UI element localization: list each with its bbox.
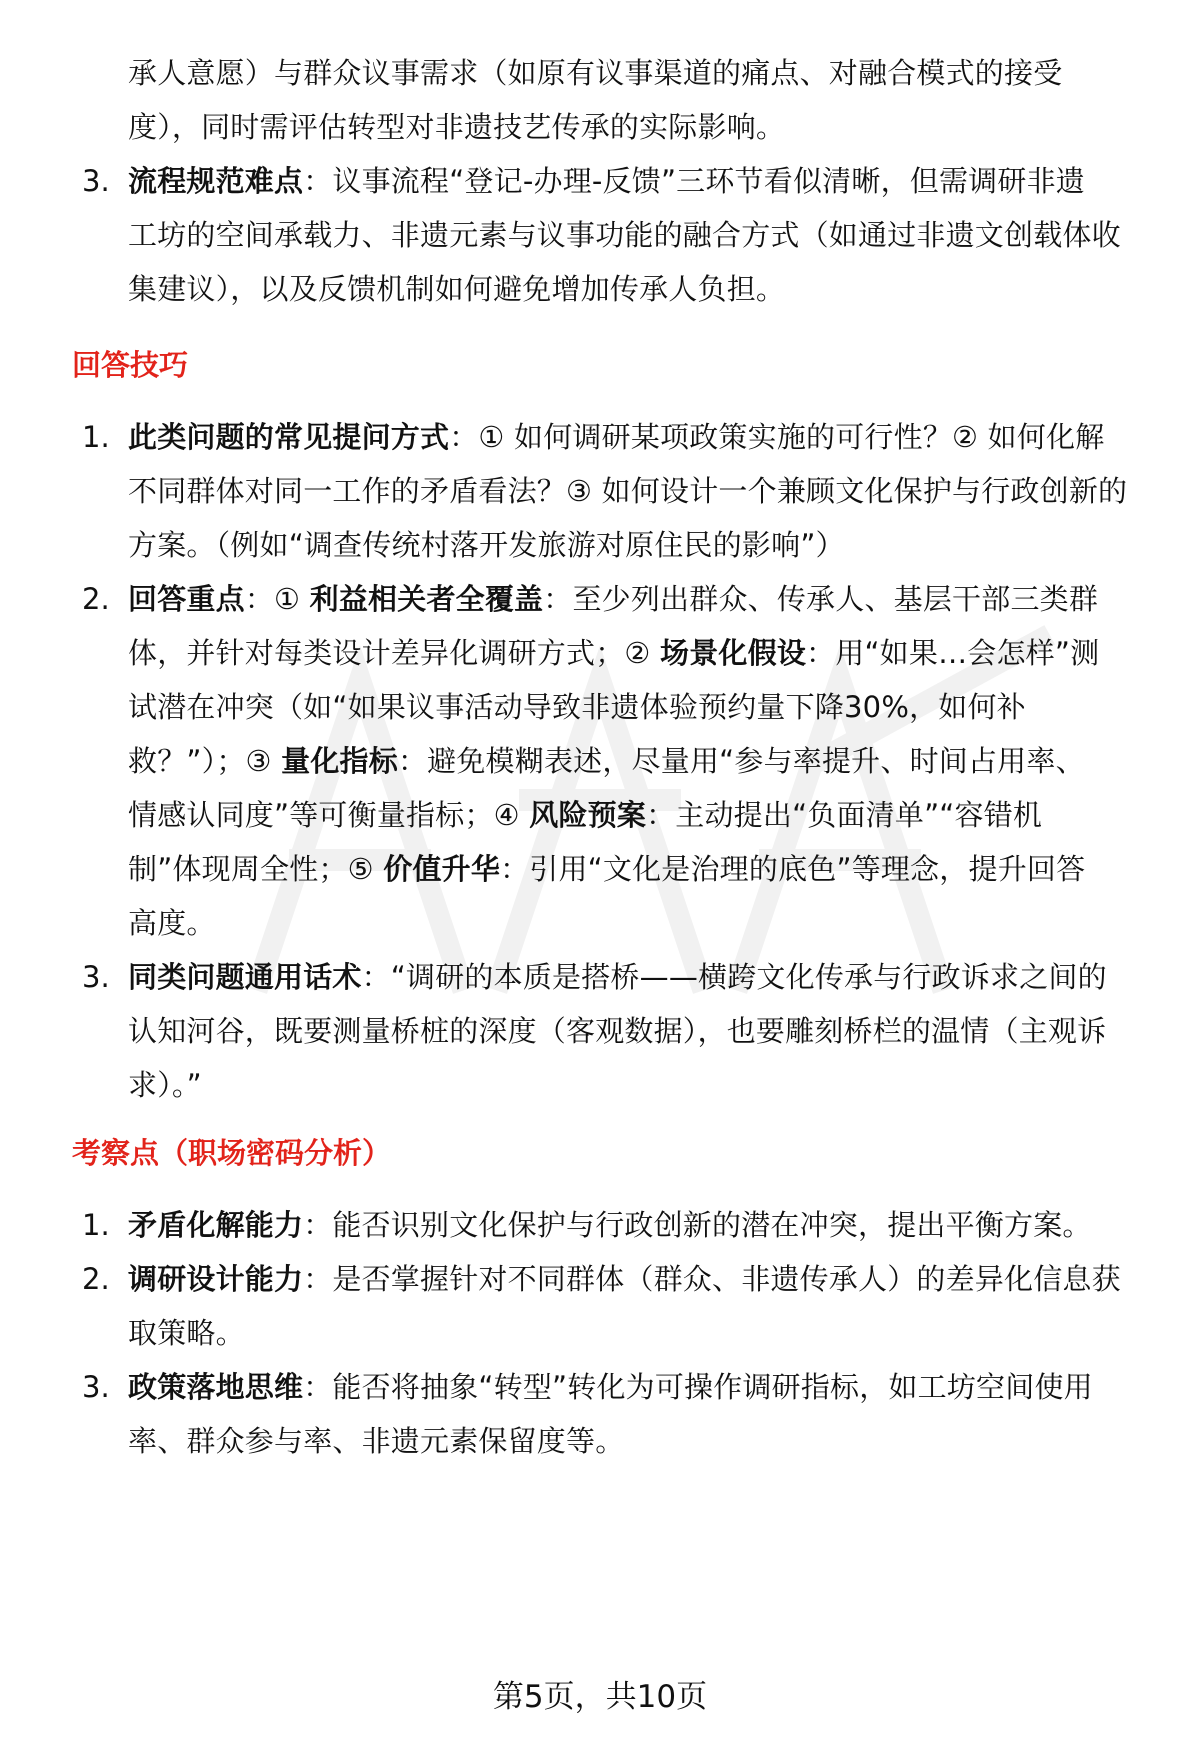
item-text: ：是否掌握针对不同群体（群众、非遗传承人）的差异化信息获	[303, 1262, 1121, 1296]
list-item-conflict-resolution	[128, 1205, 1092, 1245]
item-text: ：主动提出“负面清单”“容错机	[646, 798, 1043, 832]
intro-line-1: 承人意愿）与群众议事需求（如原有议事渠道的痛点、对融合模式的接受	[128, 56, 1063, 90]
item-text: ：能否将抽象“转型”转化为可操作调研指标，如工坊空间使用	[303, 1370, 1093, 1404]
item-text: ：引用“文化是治理的底色”等理念，提升回答	[500, 852, 1086, 886]
list-item-text: 求）。”	[128, 1068, 202, 1102]
item-subterm: 价值升华	[383, 852, 501, 886]
item-term: 政策落地思维	[128, 1370, 304, 1404]
item-term: 同类问题通用话术	[128, 960, 362, 994]
list-item-text	[128, 849, 1085, 889]
item-term: 回答重点	[128, 582, 245, 616]
list-item-text: 认知河谷，既要测量桥桩的深度（客观数据），也要雕刻桥栏的温情（主观诉	[128, 1014, 1107, 1048]
list-item-text: 不同群体对同一工作的矛盾看法？③ 如何设计一个兼顾文化保护与行政创新的	[128, 474, 1128, 508]
item-term: 矛盾化解能力	[128, 1208, 304, 1242]
section-heading-techniques: 回答技巧	[72, 348, 189, 382]
list-item-text	[128, 795, 1042, 835]
list-number: 3.	[82, 164, 110, 198]
list-number: 1.	[82, 420, 110, 454]
item-text: ：①	[244, 582, 310, 616]
item-text: 救？”）；③	[128, 744, 282, 778]
list-item-text: 工坊的空间承载力、非遗元素与议事功能的融合方式（如通过非遗文创载体收	[128, 218, 1121, 252]
item-text: ：议事流程“登记-办理-反馈”三环节看似清晰，但需调研非遗	[303, 164, 1085, 198]
list-item-research-design	[128, 1259, 1121, 1299]
list-number: 3.	[82, 960, 110, 994]
list-item-common-phrasing	[128, 957, 1107, 997]
item-text: ：至少列出群众、传承人、基层干部三类群	[543, 582, 1099, 616]
section-heading-assessment: 考察点（职场密码分析）	[72, 1136, 392, 1170]
item-text: ：避免模糊表述，尽量用“参与率提升、时间占用率、	[397, 744, 1085, 778]
item-text: 体，并针对每类设计差异化调研方式；②	[128, 636, 661, 670]
item-text: 情感认同度”等可衡量指标；④	[128, 798, 530, 832]
list-number: 2.	[82, 582, 110, 616]
list-item-text: 取策略。	[128, 1316, 245, 1350]
item-subterm: 风险预案	[529, 798, 647, 832]
list-item-policy-implementation	[128, 1367, 1093, 1407]
item-term: 调研设计能力	[128, 1262, 304, 1296]
item-term: 此类问题的常见提问方式	[128, 420, 450, 454]
list-item-text	[128, 633, 1099, 673]
list-item-question-types	[128, 417, 1104, 457]
intro-line-2: 度），同时需评估转型对非遗技艺传承的实际影响。	[128, 110, 786, 144]
item-subterm: 利益相关者全覆盖	[309, 582, 544, 616]
list-item-text: 高度。	[128, 906, 216, 940]
item-text: ：能否识别文化保护与行政创新的潜在冲突，提出平衡方案。	[303, 1208, 1092, 1242]
item-subterm: 场景化假设	[660, 636, 807, 670]
item-subterm: 量化指标	[281, 744, 398, 778]
list-number: 3.	[82, 1370, 110, 1404]
list-item-text	[128, 741, 1085, 781]
list-item-text: 试潜在冲突（如“如果议事活动导致非遗体验预约量下降30%，如何补	[128, 690, 1026, 724]
item-term: 流程规范难点	[128, 164, 304, 198]
list-item-process	[128, 161, 1085, 201]
list-item-text: 方案。（例如“调查传统村落开发旅游对原住民的影响”）	[128, 528, 845, 562]
list-item-text: 率、群众参与率、非遗元素保留度等。	[128, 1424, 625, 1458]
list-number: 1.	[82, 1208, 110, 1242]
item-text: ：用“如果…会怎样”测	[806, 636, 1100, 670]
list-number: 2.	[82, 1262, 110, 1296]
page-number: 第5页，共10页	[492, 1679, 708, 1715]
item-text: ：① 如何调研某项政策实施的可行性？② 如何化解	[449, 420, 1105, 454]
item-text: ：“调研的本质是搭桥——横跨文化传承与行政诉求之间的	[361, 960, 1107, 994]
list-item-answer-focus	[128, 579, 1098, 619]
item-text: 制”体现周全性；⑤	[128, 852, 384, 886]
list-item-text: 集建议），以及反馈机制如何避免增加传承人负担。	[128, 272, 786, 306]
